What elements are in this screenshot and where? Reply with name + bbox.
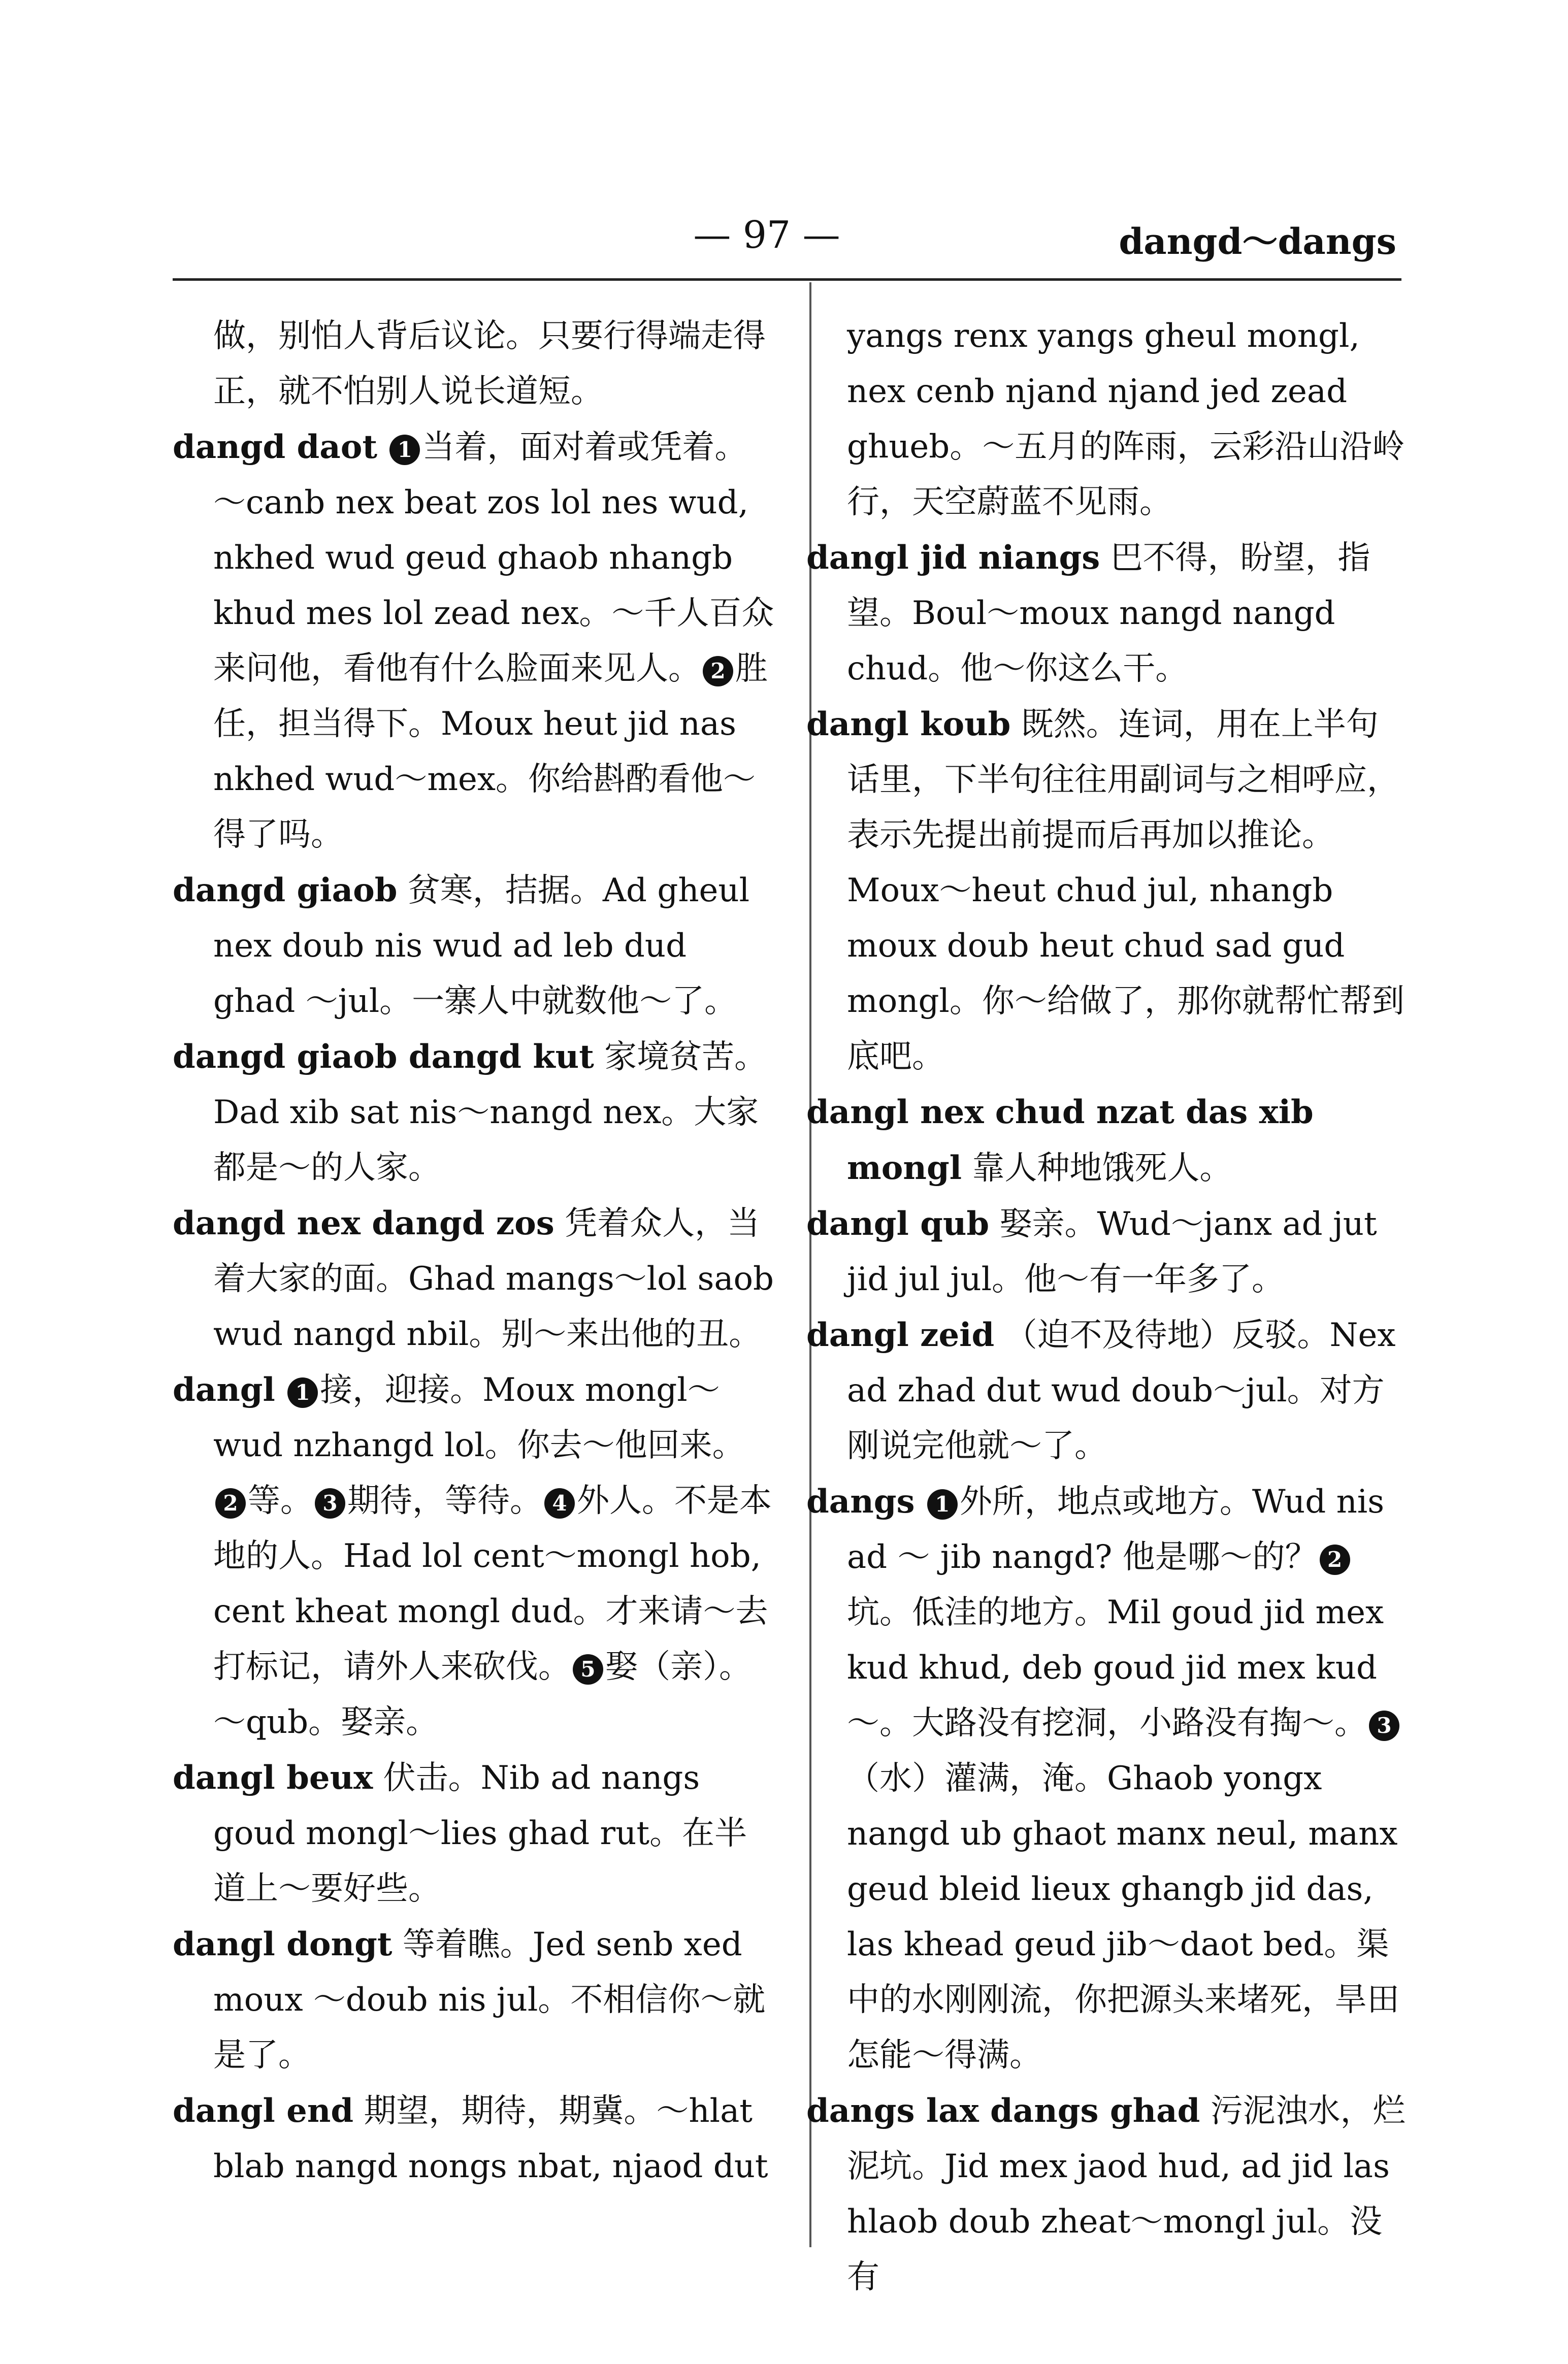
dictionary-entry — [173, 1362, 777, 1750]
entry-headword: dangl end — [173, 2092, 354, 2130]
dictionary-entry — [806, 1307, 1411, 1474]
dictionary-entry — [173, 863, 777, 1029]
entry-headword: dangl qub — [806, 1205, 990, 1243]
sense-number-icon: 3 — [315, 1488, 345, 1519]
entry-headword: dangd giaob dangd kut — [173, 1038, 594, 1076]
continued-text: yangs renx yangs gheul mongl, nex cenb njand njand jed zead ghueb。～五月的阵雨，云彩沿山沿岭行，天空蔚蓝不见雨。 — [847, 317, 1405, 521]
entry-headword: dangl dongt — [173, 1925, 393, 1963]
guide-words: dangd～dangs — [1119, 220, 1396, 262]
entry-definition: 期望，期待，期冀。～hlat blab nangd nongs nbat, njaod dut — [213, 2092, 768, 2185]
sense-text: 坑。低洼的地方。Mil goud jid mex kud khud, deb goud jid mex kud～。大路没有挖洞，小路没有掏～。 — [847, 1594, 1384, 1742]
entry-headword: dangl beux — [173, 1759, 373, 1797]
entry-headword: dangd nex dangd zos — [173, 1204, 554, 1242]
page-number: — 97 — — [693, 213, 840, 257]
sense-number-icon: 2 — [703, 656, 733, 686]
sense-number-icon: 3 — [1369, 1711, 1399, 1741]
entry-headword: dangl zeid — [806, 1316, 995, 1354]
dictionary-entry — [806, 2083, 1411, 2305]
right-column — [806, 309, 1411, 2305]
sense-number-icon: 1 — [927, 1489, 958, 1520]
entry-headword: dangs lax dangs ghad — [806, 2092, 1200, 2130]
sense-text: 接，迎接。Moux mongl～wud nzhangd lol。你去～他回来。 — [213, 1371, 745, 1464]
sense-text: 当着，面对着或凭着。～canb nex beat zos lol nes wud, nkhed wud geud ghaob nhangb khud mes lol zead nex。～千人百众来问他，看他有什么脸面来见人。 — [213, 429, 774, 687]
left-column — [173, 309, 777, 2194]
dictionary-entry — [173, 1750, 777, 1917]
dictionary-entry — [173, 1917, 777, 2083]
sense-text: 外人。不是本地的人。Had lol cent～mongl hob, cent kheat mongl dud。才来请～去打标记，请外人来砍伐。 — [213, 1482, 772, 1686]
dictionary-entry — [806, 697, 1411, 1085]
sense-text: 等。 — [248, 1482, 313, 1520]
entry-definition: 巴不得，盼望，指望。Boul～moux nangd nangd chud。他～你这么干。 — [847, 539, 1370, 687]
sense-text: （水）灌满，淹。Ghaob yongx nangd ub ghaot manx neul, manx geud bleid lieux ghangb jid das, las khead geud jib～daot bed。渠中的水刚刚流，你把源头来堵死，旱田怎能～得满。 — [847, 1760, 1399, 2074]
entry-definition: 污泥浊水，烂泥坑。Jid mex jaod hud, ad jid las hlaob doub zheat～mongl jul。没有 — [847, 2092, 1406, 2296]
sense-text: 外所，地点或地方。Wud nis ad ～ jib nangd? 他是哪～的？ — [847, 1483, 1385, 1576]
sense-number-icon: 1 — [287, 1377, 318, 1408]
entry-definition: 娶亲。Wud～janx ad jut jid jul jul。他～有一年多了。 — [847, 1205, 1377, 1298]
dictionary-entry — [806, 1474, 1411, 2083]
continued-text: 做，别怕人背后议论。只要行得端走得正，就不怕别人说长道短。 — [213, 317, 766, 410]
entry-headword: dangl jid niangs — [806, 539, 1100, 577]
dictionary-entry — [173, 1029, 777, 1196]
entry-headword: dangs — [806, 1483, 915, 1521]
entry-definition: 既然。连词，用在上半句话里，下半句往往用副词与之相呼应，表示先提出前提而后再加以推论。Moux～heut chud jul, nhangb moux doub heut chud sad gud mongl。你～给做了，那你就帮忙帮到底吧。 — [847, 706, 1404, 1075]
sense-text: 胜任，担当得下。Moux heut jid nas nkhed wud～mex。你给斟酌看他～得了吗。 — [213, 650, 768, 853]
dictionary-entry — [806, 1085, 1411, 1196]
dictionary-entry — [173, 1196, 777, 1362]
dictionary-entry — [173, 419, 777, 863]
entry-definition: 贫寒，拮据。Ad gheul nex doub nis wud ad leb dud ghad ～jul。一寨人中就数他～了。 — [213, 872, 750, 1020]
sense-number-icon: 4 — [544, 1488, 575, 1519]
sense-number-icon: 2 — [215, 1488, 246, 1519]
entry-definition: 等着瞧。Jed senb xed moux ～doub nis jul。不相信你～就是了。 — [213, 1926, 766, 2074]
entry-headword: dangd daot — [173, 428, 377, 466]
dictionary-entry — [173, 2083, 777, 2194]
entry-headword: dangl — [173, 1371, 275, 1409]
sense-text: 期待，等待。 — [347, 1482, 542, 1520]
sense-text: 娶（亲）。～qub。娶亲。 — [213, 1648, 752, 1741]
entry-headword: dangd giaob — [173, 871, 398, 909]
entry-definition: 家境贫苦。Dad xib sat nis～nangd nex。大家都是～的人家。 — [213, 1038, 767, 1187]
sense-number-icon: 1 — [389, 435, 420, 465]
sense-number-icon: 2 — [1320, 1545, 1350, 1575]
entry-definition: （迫不及待地）反驳。Nex ad zhad dut wud doub～jul。对方刚说完他就～了。 — [847, 1317, 1396, 1465]
entry-definition: 靠人种地饿死人。 — [972, 1150, 1232, 1187]
dictionary-entry — [806, 530, 1411, 697]
entry-definition: 凭着众人，当着大家的面。Ghad mangs～lol saob wud nangd nbil。别～来出他的丑。 — [213, 1205, 774, 1353]
header-rule — [173, 278, 1401, 281]
sense-number-icon: 5 — [573, 1654, 603, 1685]
entry-headword: dangl nex chud nzat das xib mongl — [806, 1093, 1314, 1187]
entry-definition: 伏击。Nib ad nangs goud mongl～lies ghad rut。在半道上～要好些。 — [213, 1759, 747, 1908]
dictionary-entry — [806, 1196, 1411, 1307]
entry-headword: dangl koub — [806, 705, 1011, 743]
